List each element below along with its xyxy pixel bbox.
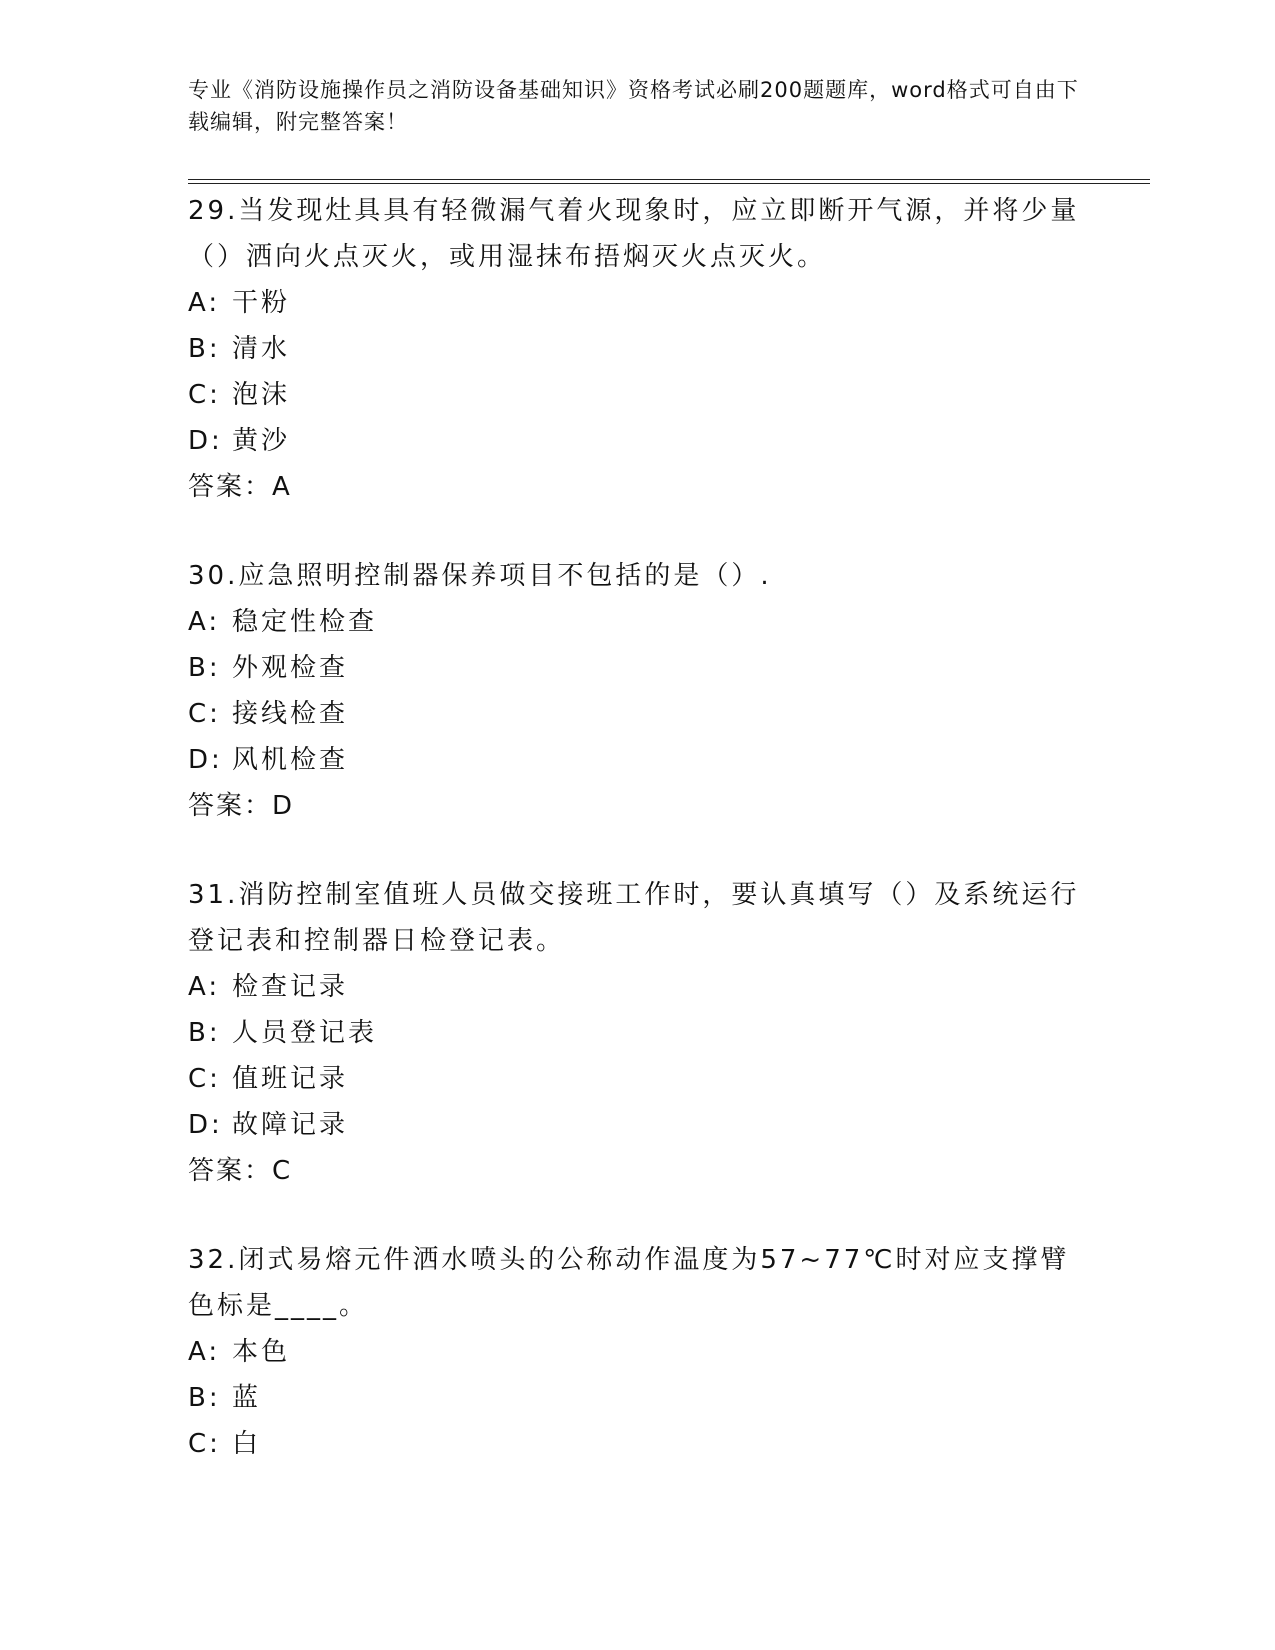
header-divider-bottom (188, 183, 1150, 184)
option-letter: C: (188, 1064, 221, 1094)
option-letter: D: (188, 426, 223, 456)
option-letter: C: (188, 1429, 221, 1459)
answer: 答案：A (188, 472, 292, 502)
option-b (188, 645, 1088, 691)
option-text: 白 (232, 1429, 262, 1459)
option-a (188, 599, 1088, 645)
option-c (188, 372, 1088, 418)
option-letter: A: (188, 288, 221, 318)
option-b (188, 1375, 1088, 1421)
question-text: 30.应急照明控制器保养项目不包括的是（）. (188, 561, 772, 591)
option-letter: A: (188, 1337, 221, 1367)
question-text: 29.当发现灶具具有轻微漏气着火现象时，应立即断开气源，并将少量（）洒向火点灭火，或用湿抹布捂焖灭火点灭火。 (188, 196, 1080, 272)
option-text: 黄沙 (232, 426, 291, 456)
option-c (188, 1056, 1088, 1102)
answer: 答案：C (188, 1156, 293, 1186)
option-text: 人员登记表 (232, 1018, 378, 1048)
option-letter: B: (188, 334, 221, 364)
answer: 答案：D (188, 791, 295, 821)
question-text: 31.消防控制室值班人员做交接班工作时，要认真填写（）及系统运行登记表和控制器日检登记表。 (188, 880, 1080, 956)
option-a (188, 964, 1088, 1010)
option-letter: A: (188, 972, 221, 1002)
option-text: 泡沫 (232, 380, 291, 410)
option-text: 清水 (232, 334, 291, 364)
option-text: 外观检查 (232, 653, 349, 683)
option-text: 值班记录 (232, 1064, 349, 1094)
option-text: 接线检查 (232, 699, 349, 729)
option-c (188, 691, 1088, 737)
document-intro: 专业《消防设施操作员之消防设备基础知识》资格考试必刷200题题库，word格式可自由下载编辑，附完整答案！ (188, 78, 1079, 134)
option-text: 稳定性检查 (232, 607, 378, 637)
header-divider-top (188, 179, 1150, 180)
option-text: 风机检查 (232, 745, 349, 775)
option-text: 检查记录 (232, 972, 349, 1002)
option-b (188, 1010, 1088, 1056)
option-d (188, 1102, 1088, 1148)
question-29 (188, 188, 1088, 510)
option-letter: D: (188, 1110, 223, 1140)
option-text: 本色 (232, 1337, 291, 1367)
question-32 (188, 1237, 1088, 1467)
option-text: 蓝 (232, 1383, 262, 1413)
option-letter: B: (188, 1018, 221, 1048)
option-letter: B: (188, 1383, 221, 1413)
option-d (188, 737, 1088, 783)
option-letter: B: (188, 653, 221, 683)
option-b (188, 326, 1088, 372)
option-text: 故障记录 (232, 1110, 349, 1140)
option-letter: A: (188, 607, 221, 637)
option-text: 干粉 (232, 288, 291, 318)
option-a (188, 280, 1088, 326)
question-30 (188, 553, 1088, 829)
option-c (188, 1421, 1088, 1467)
option-a (188, 1329, 1088, 1375)
option-letter: D: (188, 745, 223, 775)
question-31 (188, 872, 1088, 1194)
option-letter: C: (188, 380, 221, 410)
question-text: 32.闭式易熔元件洒水喷头的公称动作温度为57~77℃时对应支撑臂色标是____。 (188, 1245, 1070, 1321)
option-letter: C: (188, 699, 221, 729)
option-d (188, 418, 1088, 464)
